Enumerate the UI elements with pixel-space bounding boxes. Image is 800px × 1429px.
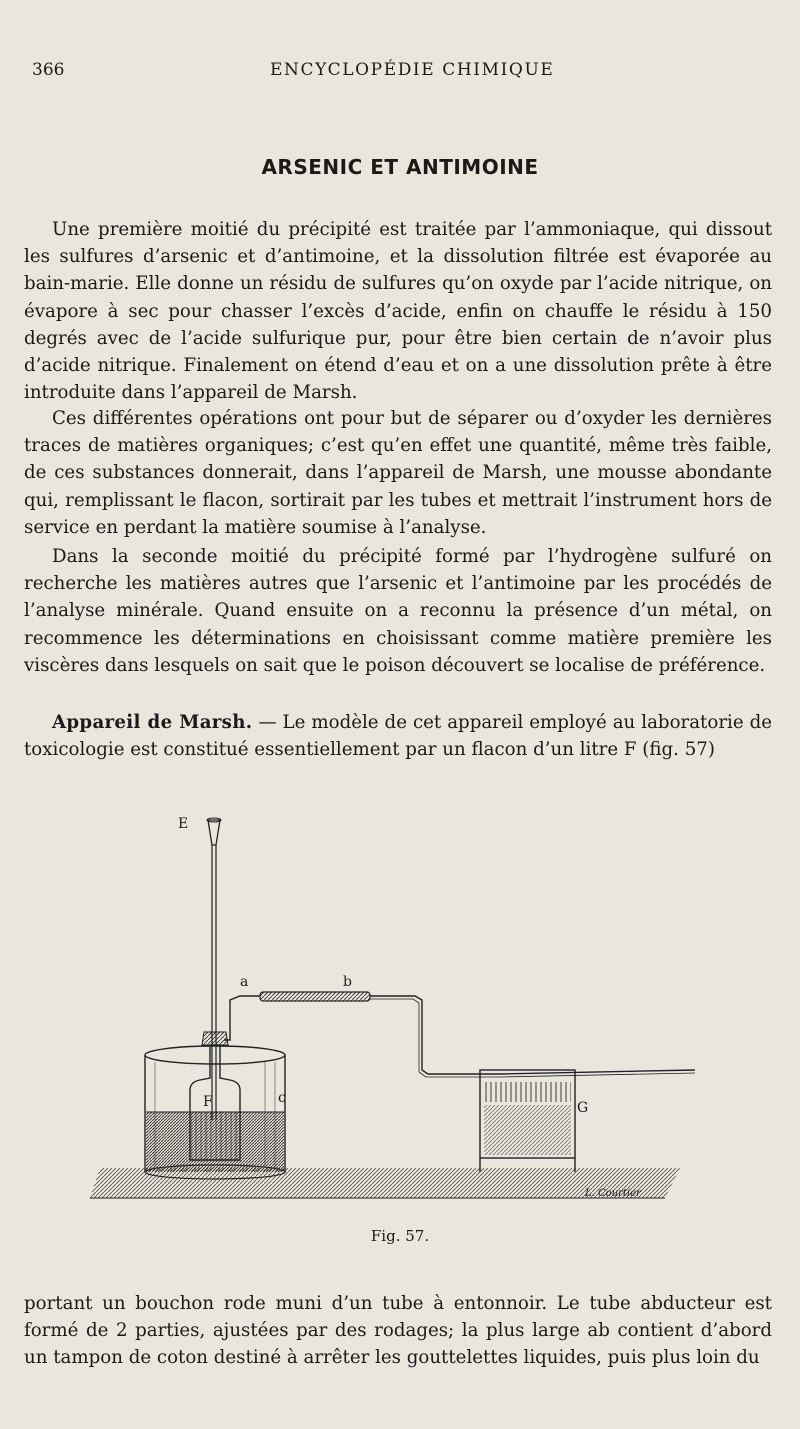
heating-grill-g [480, 1070, 695, 1172]
label-a: a [240, 974, 249, 990]
label-e: E [178, 816, 189, 832]
paragraph [24, 216, 772, 406]
show-through-text [0, 100, 800, 122]
label-g: G [577, 1100, 589, 1116]
paragraph-text: Ces différentes opérations ont pour but de séparer ou d’oxyder les dernières traces de matières organiques; c’est qu’en effet une quantité, même très faible, de ces substances donnerait, dans l’appareil de Marsh, une mousse abondante qui, remplissant le flacon, sortirait par les tubes et mettrait l’instrument hors de service en perdant la matière soumise à l’analyse. [24, 408, 772, 538]
marsh-apparatus-figure [80, 800, 720, 1210]
figure-caption: Fig. 57. [370, 1227, 430, 1245]
funnel-tube-e [207, 818, 221, 1120]
page-header [32, 60, 772, 84]
page-number: 366 [32, 60, 65, 80]
paragraph-text: Une première moitié du précipité est traitée par l’ammoniaque, qui dissout les sulfures d’arsenic et d’antimoine, et la dissolution filtrée est évaporée au bain-marie. Elle donne un résidu de sulfures qu’on oxyde par l’acide nitrique, on évapore à sec pour chasser l’excès d’acide, enfin on chauffe le résidu à 150 degrés avec de l’acide sulfurique pur, pour être bien certain de n’avoir plus d’acide nitrique. Finalement on étend d’eau et on a une dissolution prête à être introduite dans l’appareil de Marsh. [24, 219, 772, 404]
flask-f [190, 1032, 240, 1160]
running-title: ENCYCLOPÉDIE CHIMIQUE [270, 60, 555, 80]
paragraph [24, 1290, 772, 1372]
label-b: b [343, 974, 352, 990]
paragraph [24, 405, 772, 541]
label-f: F [203, 1094, 213, 1110]
paragraph-text: — Le modèle de cet appareil employé au laboratorie de toxicologie est constitué essentiellement par un flacon d’un litre F (fig. 57) [24, 712, 772, 761]
label-c: c [278, 1090, 286, 1106]
paragraph-text: Dans la seconde moitié du précipité formé par l’hydrogène sulfuré on recherche les matières autres que l’arsenic et l’antimoine par les procédés de l’analyse minérale. Quand ensuite on a reconnu la présence d’un métal, on recommence les déterminations en choisissant comme matière première les viscères dans lesquels on sait que le poison découvert se localise de préférence. [24, 546, 772, 676]
section-title: ARSENIC ET ANTIMOINE [261, 155, 539, 179]
engraver-signature: L. Courtier [585, 1188, 641, 1199]
paragraph [24, 709, 772, 763]
delivery-tube [224, 992, 500, 1077]
paragraph-text: portant un bouchon rode muni d’un tube à entonnoir. Le tube abducteur est formé de 2 parties, ajustées par des rodages; la plus large ab contient d’abord un tampon de coton destiné à arrêter les gouttelettes liquides, puis plus loin du [24, 1293, 772, 1369]
section-runin-heading: Appareil de Marsh. [52, 712, 253, 733]
paragraph [24, 543, 772, 679]
